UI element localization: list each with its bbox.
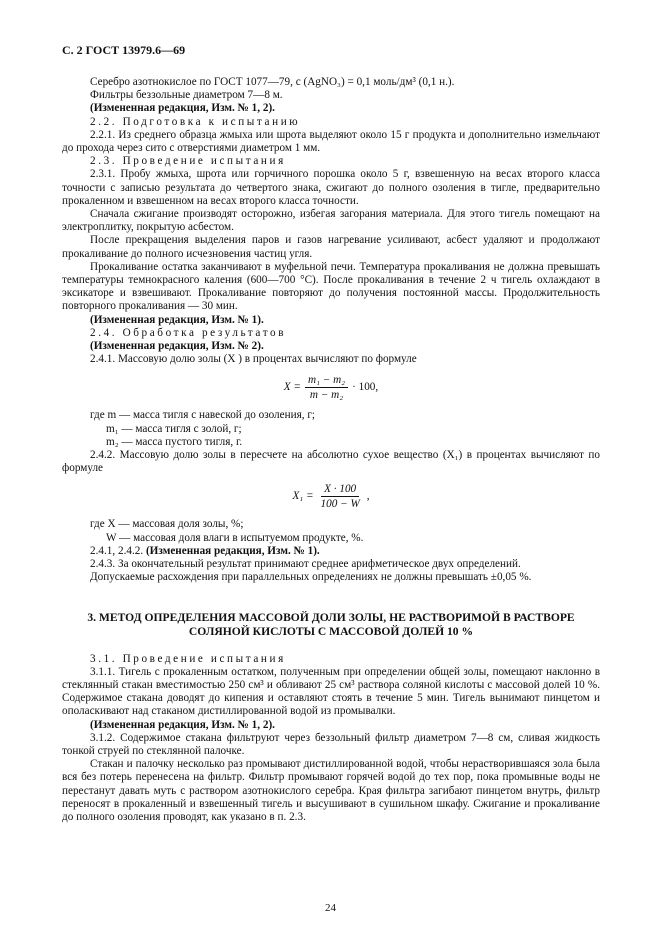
- paragraph: 2.4.2. Массовую долю золы в пересчете на абсолютно сухое вещество (X₁) в процентах вычисляют по формуле: [62, 449, 600, 475]
- formula-fraction: [305, 374, 348, 401]
- paragraph: Допускаемые расхождения при параллельных определениях не должны превышать ±0,05 %.: [90, 571, 532, 584]
- page-number: 24: [325, 902, 336, 914]
- formula-lhs: X =: [283, 381, 301, 394]
- paragraph: Фильтры беззольные диаметром 7—8 м.: [90, 89, 283, 102]
- paragraph: Серебро азотнокислое по ГОСТ 1077—79, c (AgNO₃) = 0,1 моль/дм³ (0,1 н.).: [90, 76, 455, 88]
- formula-denominator: 100 − W: [320, 498, 360, 511]
- paragraph: Стакан и палочку несколько раз промывают дистиллированной водой, чтобы нерастворившаяся зола была вся без потерь перенесена на фильтр. Фильтр промывают горячей водой до тех пор, пока промывные воды не перестанут давать муть с раствором азотнокислого серебра. Края фильтра загибают пинцетом внутрь, фильтр переносят в прокаленный и взвешенный тигель и высушивают в сушильном шкафу. Сжигание и прокаливание до полного озоления проводят, как указано в п. 2.3.: [62, 758, 600, 823]
- paragraph: 2.4.3. За окончательный результат принимают среднее арифметическое двух определений.: [90, 558, 521, 571]
- amendment-line: [62, 545, 600, 558]
- paragraph: 3.1.2. Содержимое стакана фильтруют через беззольный фильтр диаметром 7—8 см, сливая жидкость тонкой струей по стеклянной палочке.: [62, 731, 600, 757]
- formula-ash-fraction: [62, 374, 600, 401]
- amendment-note: (Измененная редакция, Изм. № 1).: [145, 544, 320, 557]
- subsection-heading: 3.1. Проведение испытания: [90, 652, 286, 665]
- subsection-heading: 2.3. Проведение испытания: [90, 155, 286, 168]
- formula-denominator: m − m₂: [309, 389, 344, 402]
- paragraph: 2.4.1. Массовую долю золы (X ) в процентах вычисляют по формуле: [90, 353, 417, 366]
- paragraph: 2.2.1. Из среднего образца жмыха или шрота выделяют около 15 г продукта и дополнительно измельчают до прохода через сито с отверстиями диаметром 1 мм.: [62, 128, 600, 155]
- legend-line: m₁ — масса тигля с золой, г;: [106, 422, 242, 435]
- formula-tail: ,: [366, 490, 370, 503]
- paragraph: Прокаливание остатка заканчивают в муфельной печи. Температура прокаливания не должна превышать температуры темнокрасного каления (600—700 °С). После прокаливания в течение 2 ч тигель охлаждают в эксикаторе и взвешивают. Прокаливание повторяют до получения постоянной массы. Продолжительность повторного прокаливания — 30 мин.: [62, 260, 600, 313]
- formula-legend: [62, 409, 600, 449]
- formula-fraction: [318, 483, 363, 510]
- clause-refs: 2.4.1, 2.4.2.: [90, 544, 144, 557]
- formula-dry-ash-fraction: [62, 483, 600, 510]
- formula-numerator: X · 100: [321, 483, 359, 497]
- paragraph: 3.1.1. Тигель с прокаленным остатком, полученным при определении общей золы, помещают наклонно в стеклянный стакан вместимостью 250 см³ и обливают 25 см³ раствора соляной кислоты с массовой долей 10 %. Содержимое стакана доводят до кипения и оставляют стоять в течение 5 мин. Тигель вынимают пинцетом и ополаскивают над стаканом дистиллированной водой из промывалки.: [62, 665, 600, 718]
- section-heading: [62, 611, 600, 639]
- formula-tail: · 100,: [352, 381, 379, 394]
- formula-legend: [62, 518, 600, 544]
- amendment-note: (Измененная редакция, Изм. № 1, 2).: [90, 102, 275, 115]
- amendment-note: (Измененная редакция, Изм. № 1).: [90, 313, 264, 326]
- legend-line: m₂ — масса пустого тигля, г.: [106, 435, 243, 448]
- paragraph: Сначала сжигание производят осторожно, избегая загорания материала. Для этого тигель помещают на электроплитку, покрытую асбестом.: [62, 208, 600, 234]
- legend-line: где X — массовая доля золы, %;: [90, 518, 244, 531]
- amendment-note: (Измененная редакция, Изм. № 1, 2).: [90, 718, 275, 731]
- section-heading-line: СОЛЯНОЙ КИСЛОТЫ С МАССОВОЙ ДОЛЕЙ 10 %: [188, 624, 474, 638]
- paragraph: После прекращения выделения паров и газов нагревание усиливают, асбест удаляют и продолжают прокаливание до полного исчезновения частиц угля.: [62, 234, 600, 260]
- paragraph: 2.3.1. Пробу жмыха, шрота или горчичного порошка около 5 г, взвешенную на весах второго класса точности с записью результата до четвертого знака, сжигают до полного озоления в тигле, предварительно прокаленном и взвешенном на весах второго класса точности.: [62, 168, 600, 207]
- legend-line: где m — масса тигля с навеской до озоления, г;: [90, 409, 316, 422]
- subsection-heading: 2.2. Подготовка к испытанию: [90, 115, 301, 128]
- document-body: [62, 76, 600, 824]
- running-header: С. 2 ГОСТ 13979.6—69: [62, 43, 186, 57]
- formula-numerator: m₁ − m₂: [305, 374, 348, 388]
- formula-lhs: X₁ =: [292, 490, 314, 503]
- amendment-note: (Измененная редакция, Изм. № 2).: [90, 340, 264, 353]
- subsection-heading: 2.4. Обработка результатов: [90, 326, 287, 339]
- legend-line: W — массовая доля влаги в испытуемом продукте, %.: [106, 531, 364, 544]
- section-heading-line: 3. МЕТОД ОПРЕДЕЛЕНИЯ МАССОВОЙ ДОЛИ ЗОЛЫ, НЕ РАСТВОРИМОЙ В РАСТВОРЕ: [87, 610, 575, 624]
